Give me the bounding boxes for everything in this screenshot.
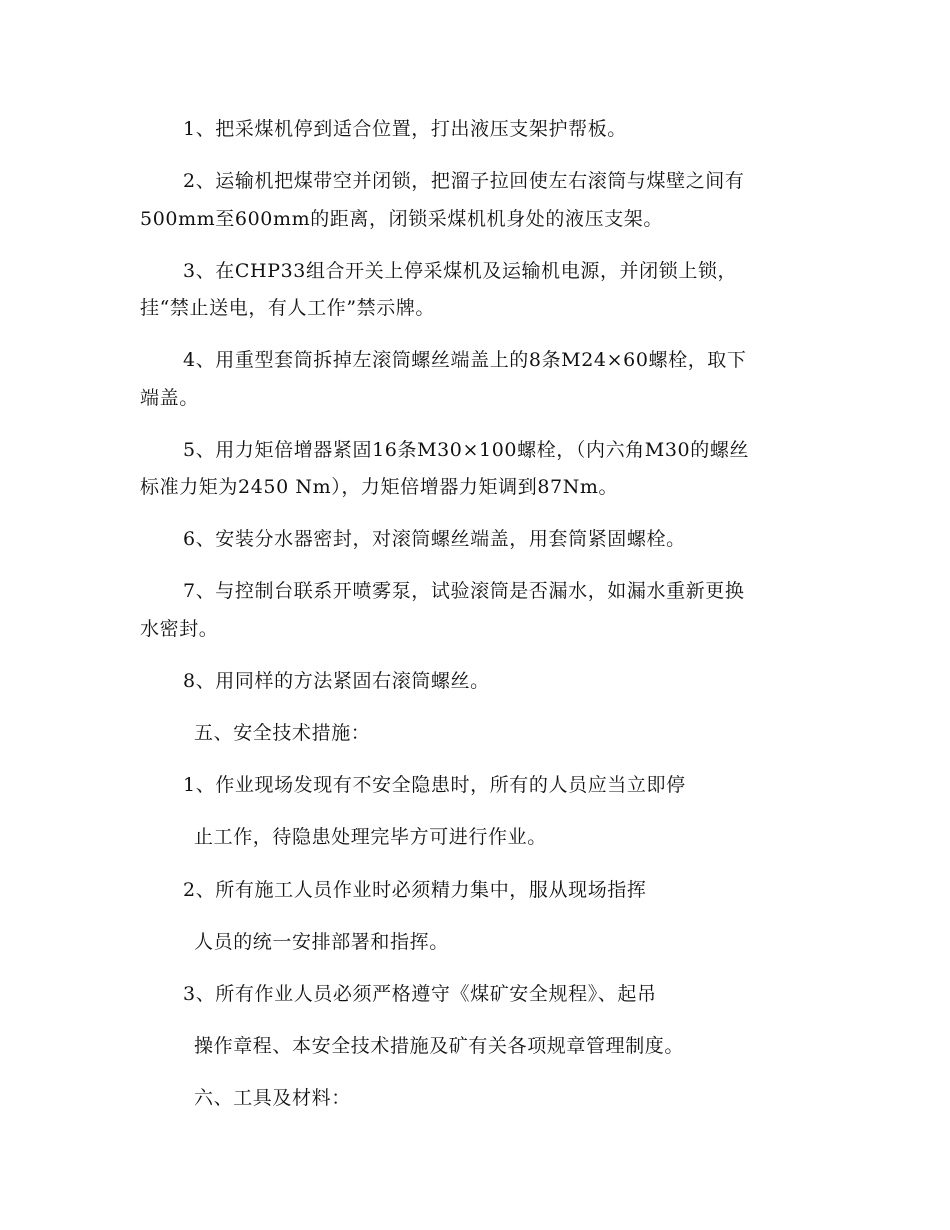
section-heading: 五、安全技术措施： bbox=[194, 722, 371, 744]
text-line: 人员的统一安排部署和指挥。 bbox=[194, 931, 449, 953]
text-line: 8、用同样的方法紧固右滚筒螺丝。 bbox=[183, 670, 490, 692]
text-line: 水密封。 bbox=[140, 618, 219, 640]
text-line: 2、运输机把煤带空并闭锁，把溜子拉回使左右滚筒与煤壁之间有 bbox=[183, 170, 745, 192]
text-line: 1、作业现场发现有不安全隐患时，所有的人员应当立即停 bbox=[183, 774, 686, 796]
text-line: 操作章程、本安全技术措施及矿有关各项规章管理制度。 bbox=[194, 1035, 685, 1057]
text-line: 止工作，待隐患处理完毕方可进行作业。 bbox=[194, 826, 547, 848]
text-line: 1、把采煤机停到适合位置，打出液压支架护帮板。 bbox=[183, 118, 627, 140]
text-line: 端盖。 bbox=[140, 387, 199, 409]
text-line: 3、所有作业人员必须严格遵守《煤矿安全规程》、起吊 bbox=[183, 983, 657, 1005]
text-line: 500mm至600mm的距离，闭锁采煤机机身处的液压支架。 bbox=[140, 208, 663, 230]
text-line: 标准力矩为2450 Nm），力矩倍增器力矩调到87Nm。 bbox=[140, 476, 619, 498]
text-line: 6、安装分水器密封，对滚筒螺丝端盖，用套筒紧固螺栓。 bbox=[183, 528, 686, 550]
text-line: 4、用重型套筒拆掉左滚筒螺丝端盖上的8条M24×60螺栓，取下 bbox=[183, 349, 747, 371]
text-line: 7、与控制台联系开喷雾泵，试验滚筒是否漏水，如漏水重新更换 bbox=[183, 580, 745, 602]
section-heading: 六、工具及材料： bbox=[194, 1087, 351, 1109]
text-line: 3、在CHP33组合开关上停采煤机及运输机电源，并闭锁上锁， bbox=[183, 260, 738, 282]
text-line: 挂“禁止送电，有人工作”禁示牌。 bbox=[140, 297, 436, 319]
text-line: 5、用力矩倍增器紧固16条M30×100螺栓，（内六角M30的螺丝 bbox=[183, 439, 750, 461]
text-line: 2、所有施工人员作业时必须精力集中，服从现场指挥 bbox=[183, 879, 647, 901]
